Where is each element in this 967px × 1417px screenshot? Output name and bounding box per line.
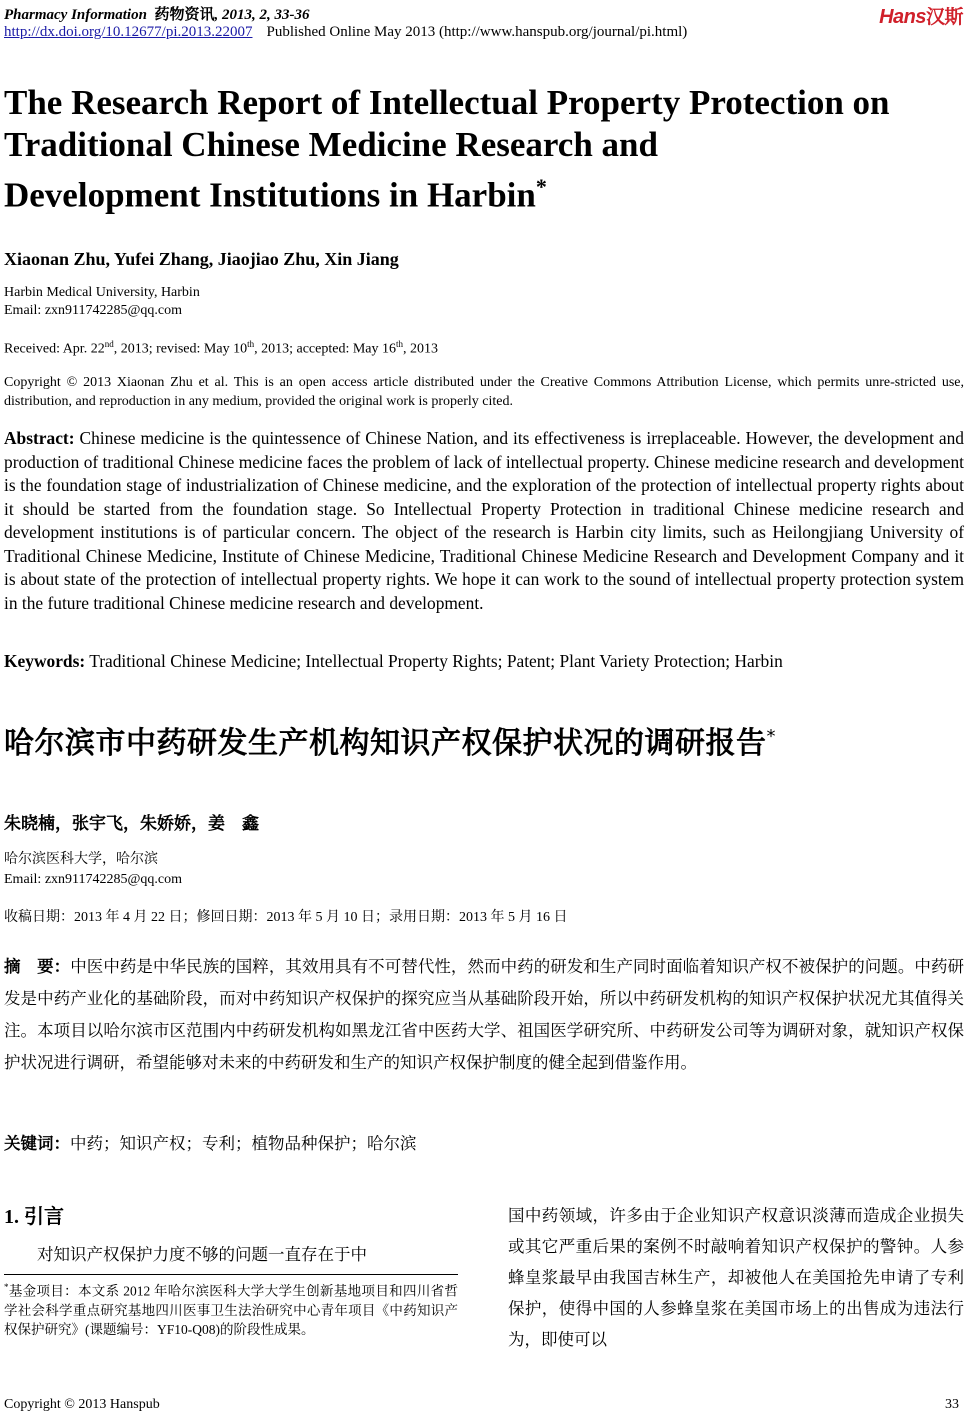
footnote-mark: * [4,1282,9,1292]
footnote-text: 基金项目：本文系 2012 年哈尔滨医科大学大学生创新基地项目和四川省哲学社会科学重点研究基地四川医事卫生法治研究中心青年项目《中药知识产权保护研究》(课题编号：YF10-Q08)的阶段性成果。 [4,1283,458,1337]
keywords-label: Keywords: [4,651,86,671]
keywords [4,651,783,672]
accepted-date: , 2013; accepted: May 16 [254,341,396,357]
keywords-text-cn: 中药；知识产权；专利；植物品种保护；哈尔滨 [70,1134,417,1153]
logo-en: Hans [879,6,926,28]
section-heading [4,1200,64,1229]
email-cn: Email: zxn911742285@qq.com [4,872,183,887]
title-line: The Research Report of Intellectual Property Protection on [4,83,890,122]
revised-date: , 2013; revised: May 10 [113,341,248,357]
title-cn-text: 哈尔滨市中药研发生产机构知识产权保护状况的调研报告 [4,726,767,761]
affiliation-block-cn [4,850,182,890]
title-line: Traditional Chinese Medicine Research and [4,125,658,164]
keywords-text: Traditional Chinese Medicine; Intellectual Property Rights; Patent; Plant Variety Protection; Harbin [89,651,783,671]
abstract-cn [4,951,964,1079]
email: Email: zxn911742285@qq.com [4,303,183,318]
published-online: Published Online May 2013 (http://www.hanspub.org/journal/pi.html) [266,24,688,40]
affiliation-block [4,284,200,320]
title-footnote-mark: * [535,174,547,199]
ordinal-suffix: th [396,339,404,349]
body-paragraph-left: 对知识产权保护力度不够的问题一直存在于中 [37,1245,367,1264]
received-dates [4,339,438,358]
accepted-year: , 2013 [403,341,439,357]
ordinal-suffix: th [247,339,255,349]
body-paragraph-right: 国中药领域，许多由于企业知识产权意识淡薄而造成企业损失或其它严重后果的案例不时敲响着知识产权保护的警钟。人参蜂皇浆最早由我国吉林生产，却被他人在美国抢先申请了专利保护，使得中国的人参蜂皇浆在美国市场上的出售成为违法行为，即使可以 [508,1206,964,1349]
author-list: Xiaonan Zhu, Yufei Zhang, Jiaojiao Zhu, Xin Jiang [4,249,399,269]
footnote-divider [4,1274,458,1275]
abstract [4,427,964,615]
journal-name-cn: 药物资讯 [154,7,215,23]
abstract-text: Chinese medicine is the quintessence of Chinese Nation, and its effectiveness is irreplaceable. However, the development and production of traditional Chinese medicine faces the problem of lack of intellectual property. Chinese medicine research and development is the foundation stage of industrialization of Chinese medicine, and the exploration of the protection of intellectual property rights about it should be started from the foundation stage. So Intellectual Property Protection in traditional Chinese medicine research and development institutions is of particular concern. The object of the research is Harbin city limits, such as Heilongjiang University of Traditional Chinese Medicine, Institute of Chinese Medicine, Traditional Chinese Medicine Research and Development Company and it is about state of the protection of intellectual property rights. We hope it can work to the sound of intellectual property protection system in the future traditional Chinese medicine research and development. [4,428,964,613]
affiliation-cn: 哈尔滨医科大学，哈尔滨 [4,852,158,867]
section-number: 1. [4,1206,24,1228]
hans-logo [879,2,963,29]
author-list-cn: 朱晓楠，张宇飞，朱娇娇，姜 鑫 [4,814,259,834]
abstract-label: Abstract: [4,428,75,448]
page-number: 33 [945,1397,959,1412]
funding-footnote [4,1278,458,1339]
abstract-label-cn: 摘 要： [4,957,71,976]
title-footnote-mark-cn: * [766,726,776,747]
section-title: 引言 [24,1204,64,1228]
paper-title [4,82,954,217]
title-line-last [4,166,954,217]
abstract-text-cn: 中医中药是中华民族的国粹，其效用具有不可替代性，然而中药的研发和生产同时面临着知识产权不被保护的问题。中药研发是中药产业化的基础阶段，而对中药知识产权保护的探究应当从基础阶段开始，所以中药研发机构的知识产权保护状况尤其值得关注。本项目以哈尔滨市区范围内中药研发机构如黑龙江省中医药大学、祖国医学研究所、中药研发公司等为调研对象，就知识产权保护状况进行调研，希望能够对未来的中药研发和生产的知识产权保护制度的健全起到借鉴作用。 [4,957,965,1072]
doi-link[interactable]: http://dx.doi.org/10.12677/pi.2013.22007 [4,24,253,40]
journal-name: Pharmacy Information [4,7,147,23]
paper-title-cn [4,718,776,762]
received-date: Received: Apr. 22 [4,341,105,357]
copyright-notice: Copyright © 2013 Xiaonan Zhu et al. This is an open access article distributed under the Creative Commons Attribution License, which permits unre-stricted use, distribution, and reproduction in any medium, provided the original work is properly cited. [4,375,964,409]
journal-issue: , 2013, 2, 33-36 [214,7,310,23]
affiliation: Harbin Medical University, Harbin [4,285,200,300]
footer-copyright: Copyright © 2013 Hanspub [4,1397,160,1412]
title-line: Development Institutions in Harbin [4,175,536,215]
publication-info [4,24,687,41]
keywords-cn [4,1130,417,1154]
keywords-label-cn: 关键词： [4,1134,70,1153]
ordinal-suffix: nd [104,339,114,349]
journal-header [4,3,309,24]
received-dates-cn: 收稿日期：2013 年 4 月 22 日；修回日期：2013 年 5 月 10 日；录用日期：2013 年 5 月 16 日 [4,910,568,925]
logo-cn: 汉斯 [925,7,963,28]
